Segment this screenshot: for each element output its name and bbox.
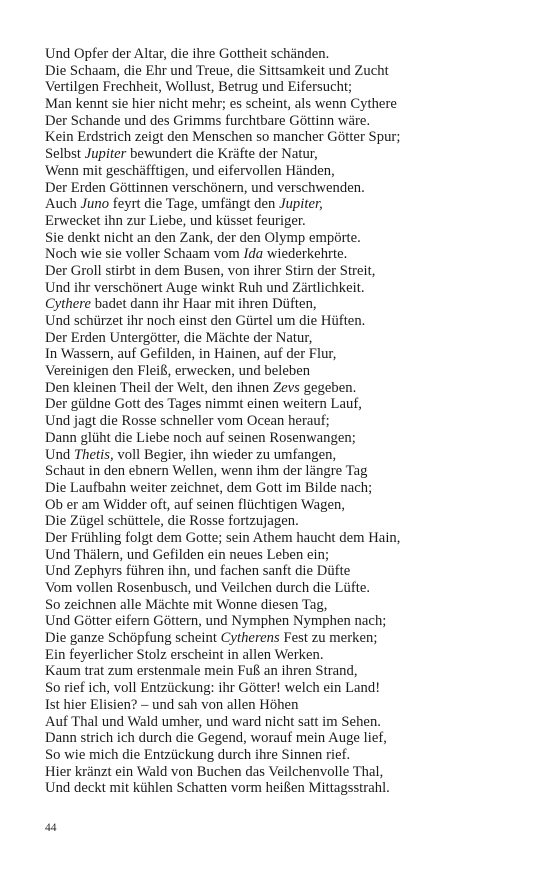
poem-line bbox=[45, 513, 535, 530]
italic-name: Jupiter, bbox=[279, 196, 323, 213]
poem-line bbox=[45, 330, 535, 347]
line-text: Ein feyerlicher Stolz erscheint in allen Werken. bbox=[45, 646, 324, 663]
line-text: Sie denkt nicht an den Zank, der den Olymp empörte. bbox=[45, 229, 361, 246]
italic-name: Zevs bbox=[272, 379, 300, 396]
poem-line bbox=[45, 163, 535, 180]
poem-line bbox=[45, 430, 535, 447]
line-text: Und jagt die Rosse schneller vom Ocean herauf; bbox=[45, 413, 330, 430]
line-text: badet dann ihr Haar mit ihren Düften, bbox=[91, 296, 317, 313]
poem-line bbox=[45, 63, 535, 80]
line-text: feyrt die Tage, umfängt den bbox=[109, 196, 280, 213]
line-text: Und Opfer der Altar, die ihre Gottheit schänden. bbox=[45, 46, 330, 62]
poem-line bbox=[45, 313, 535, 330]
line-text: So wie mich die Entzückung durch ihre Sinnen rief. bbox=[45, 746, 351, 763]
line-text: Die Schaam, die Ehr und Treue, die Sittsamkeit und Zucht bbox=[45, 62, 389, 79]
line-text: In Wassern, auf Gefilden, in Hainen, auf der Flur, bbox=[45, 346, 337, 363]
poem-line bbox=[45, 96, 535, 113]
poem-line bbox=[45, 413, 535, 430]
line-text: Der Erden Göttinnen verschönern, und verschwenden. bbox=[45, 179, 365, 196]
italic-name: Thetis, bbox=[73, 446, 114, 463]
line-text: Auch bbox=[45, 196, 81, 213]
poem-line bbox=[45, 196, 535, 213]
line-text: Kaum trat zum erstenmale mein Fuß an ihren Strand, bbox=[45, 663, 358, 680]
line-text: bewundert die Kräfte der Natur, bbox=[126, 146, 318, 163]
poem-line bbox=[45, 447, 535, 464]
line-text: Vertilgen Frechheit, Wollust, Betrug und Eifersucht; bbox=[45, 79, 353, 96]
poem-line bbox=[45, 129, 535, 146]
poem-line bbox=[45, 79, 535, 96]
poem-line bbox=[45, 780, 535, 797]
line-text: Vom vollen Rosenbusch, und Veilchen durch die Lüfte. bbox=[45, 580, 371, 596]
poem-line bbox=[45, 530, 535, 547]
poem-line bbox=[45, 380, 535, 397]
poem-line bbox=[45, 480, 535, 497]
poem-line bbox=[45, 563, 535, 580]
poem-line bbox=[45, 280, 535, 297]
poem-line bbox=[45, 46, 535, 63]
line-text: Und bbox=[45, 446, 74, 463]
italic-name: Juno bbox=[80, 196, 110, 213]
line-text: So rief ich, voll Entzückung: ihr Götter! welch ein Land! bbox=[45, 680, 381, 697]
line-text: Wenn mit geschäfftigen, und eifervollen Händen, bbox=[45, 162, 335, 179]
line-text: Der Groll stirbt in dem Busen, von ihrer Stirn der Streit, bbox=[45, 262, 376, 279]
line-text: Und schürzet ihr noch einst den Gürtel um die Hüften. bbox=[45, 313, 366, 329]
line-text: Auf Thal und Wald umher, und ward nicht satt im Sehen. bbox=[45, 713, 381, 730]
line-text: Und Zephyrs führen ihn, und fachen sanft die Düfte bbox=[45, 563, 351, 580]
line-text: Noch wie sie voller Schaam vom bbox=[45, 246, 244, 263]
line-text: wiederkehrte. bbox=[263, 246, 348, 263]
poem-line bbox=[45, 747, 535, 764]
line-text: Hier kränzt ein Wald von Buchen das Veilchenvolle Thal, bbox=[45, 763, 384, 780]
line-text: Kein Erdstrich zeigt den Menschen so mancher Götter Spur; bbox=[45, 129, 401, 146]
poem-line bbox=[45, 230, 535, 247]
poem-line bbox=[45, 647, 535, 664]
line-text: Ist hier Elisien? – und sah von allen Höhen bbox=[45, 696, 299, 713]
poem-line bbox=[45, 680, 535, 697]
poem-line bbox=[45, 146, 535, 163]
italic-name: Cytherens bbox=[220, 630, 280, 647]
poem-line bbox=[45, 697, 535, 714]
poem-line bbox=[45, 180, 535, 197]
poem-line bbox=[45, 263, 535, 280]
poem-line bbox=[45, 213, 535, 230]
poem-line bbox=[45, 613, 535, 630]
italic-name: Cythere bbox=[45, 296, 92, 313]
line-text: voll Begier, ihn wieder zu umfangen, bbox=[113, 446, 337, 463]
poem-line bbox=[45, 296, 535, 313]
line-text: Schaut in den ebnern Wellen, wenn ihm der längre Tag bbox=[45, 463, 368, 480]
poem-line bbox=[45, 547, 535, 564]
italic-name: Jupiter bbox=[84, 146, 127, 163]
line-text: Fest zu merken; bbox=[279, 630, 378, 647]
poem-line bbox=[45, 497, 535, 514]
poem-line bbox=[45, 597, 535, 614]
page-number: 44 bbox=[45, 822, 57, 834]
line-text: Der Erden Untergötter, die Mächte der Natur, bbox=[45, 329, 313, 346]
line-text: Dann strich ich durch die Gegend, worauf mein Auge lief, bbox=[45, 730, 387, 747]
poem-line bbox=[45, 714, 535, 731]
poem-line bbox=[45, 764, 535, 781]
line-text: Der Schande und des Grimms furchtbare Göttinn wäre. bbox=[45, 112, 371, 129]
line-text: Selbst bbox=[45, 146, 85, 163]
italic-name: Ida bbox=[243, 246, 264, 263]
line-text: Erwecket ihn zur Liebe, und küsset feuriger. bbox=[45, 212, 306, 229]
line-text: gegeben. bbox=[299, 379, 357, 396]
line-text: Die ganze Schöpfung scheint bbox=[45, 630, 221, 647]
poem-line bbox=[45, 246, 535, 263]
line-text: Ob er am Widder oft, auf seinen flüchtigen Wagen, bbox=[45, 496, 346, 513]
poem-line bbox=[45, 346, 535, 363]
poem-line bbox=[45, 630, 535, 647]
line-text: Und Götter eifern Göttern, und Nymphen Nymphen nach; bbox=[45, 613, 387, 630]
line-text: Und ihr verschönert Auge winkt Ruh und Zärtlichkeit. bbox=[45, 279, 365, 296]
poem-line bbox=[45, 580, 535, 597]
poem-line bbox=[45, 113, 535, 130]
line-text: Der Frühling folgt dem Gotte; sein Athem haucht dem Hain, bbox=[45, 529, 401, 546]
line-text: Und deckt mit kühlen Schatten vorm heißen Mittagsstrahl. bbox=[45, 780, 390, 797]
line-text: Der güldne Gott des Tages nimmt einen weitern Lauf, bbox=[45, 396, 362, 413]
line-text: Den kleinen Theil der Welt, den ihnen bbox=[45, 379, 273, 396]
poem-line bbox=[45, 463, 535, 480]
poem-line bbox=[45, 730, 535, 747]
poem-line bbox=[45, 363, 535, 380]
poem-text bbox=[45, 46, 535, 797]
line-text: Dann glüht die Liebe noch auf seinen Rosenwangen; bbox=[45, 429, 356, 446]
line-text: Man kennt sie hier nicht mehr; es scheint, als wenn Cythere bbox=[45, 96, 397, 113]
line-text: Die Zügel schüttele, die Rosse fortzujagen. bbox=[45, 513, 299, 530]
poem-line bbox=[45, 396, 535, 413]
line-text: So zeichnen alle Mächte mit Wonne diesen Tag, bbox=[45, 596, 328, 613]
poem-line bbox=[45, 663, 535, 680]
line-text: Und Thälern, und Gefilden ein neues Leben ein; bbox=[45, 546, 330, 563]
line-text: Vereinigen den Fleiß, erwecken, und beleben bbox=[45, 363, 311, 380]
line-text: Die Laufbahn weiter zeichnet, dem Gott im Bilde nach; bbox=[45, 479, 373, 496]
